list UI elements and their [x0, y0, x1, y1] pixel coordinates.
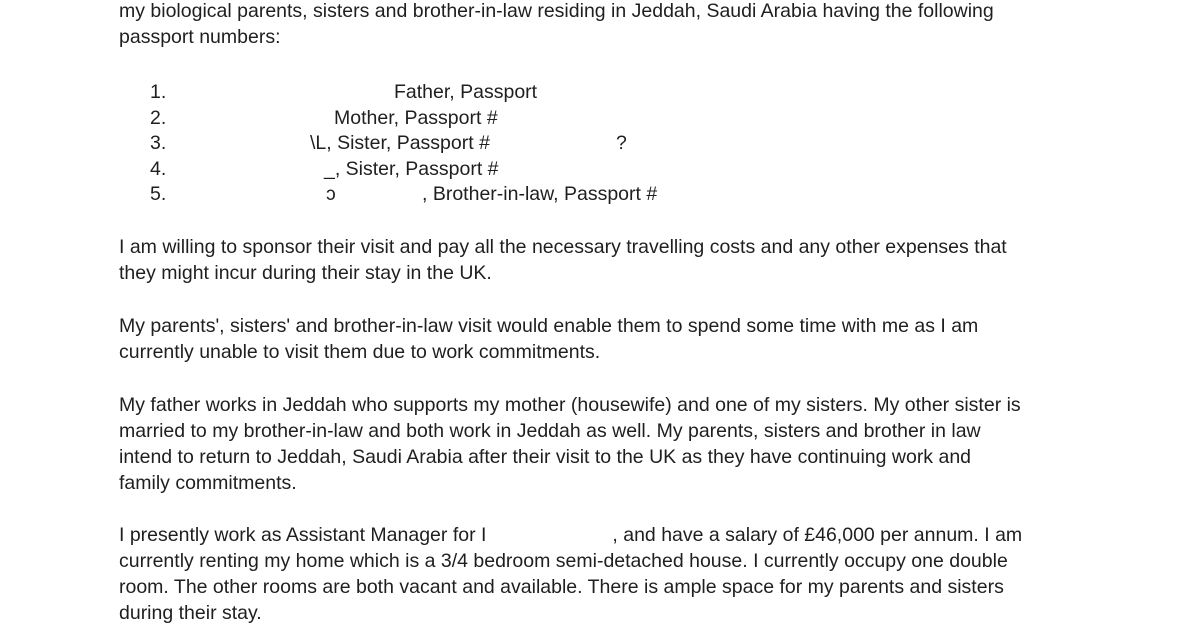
- list-item-text: Mother, Passport #: [334, 106, 498, 129]
- list-number: 2.: [150, 106, 167, 129]
- employment-text-start: I presently work as Assistant Manager for I: [119, 524, 487, 546]
- paragraph-line: room. The other rooms are both vacant and available. There is ample space for my parents and sisters: [119, 576, 1004, 598]
- list-item-text-head: ɔ: [326, 183, 336, 205]
- list-item: [150, 79, 850, 105]
- list-number: 5.: [150, 183, 167, 205]
- list-number: 1.: [150, 81, 167, 103]
- paragraph-line: My parents', sisters' and brother-in-law visit would enable them to spend some time with me as I am: [119, 315, 979, 337]
- paragraph-line: married to my brother-in-law and both work in Jeddah as well. My parents, sisters and brother in law: [119, 420, 981, 442]
- intro-line-2: passport numbers:: [119, 26, 281, 48]
- paragraph-line: currently renting my home which is a 3/4 bedroom semi-detached house. I currently occupy one double: [119, 550, 1008, 572]
- intro-paragraph: [119, 0, 1119, 50]
- paragraph-line: during their stay.: [119, 602, 262, 624]
- paragraph-line: intend to return to Jeddah, Saudi Arabia after their visit to the UK as they have continuing work and: [119, 446, 972, 468]
- sponsor-paragraph: [119, 234, 1119, 286]
- list-item: [150, 181, 850, 207]
- paragraph-line: they might incur during their stay in the UK.: [119, 262, 492, 284]
- paragraph-line-first: [119, 522, 1119, 548]
- employment-paragraph: [119, 522, 1119, 626]
- list-number: 4.: [150, 157, 167, 180]
- intro-line-1: my biological parents, sisters and brother-in-law residing in Jeddah, Saudi Arabia having the following: [119, 0, 994, 22]
- list-item-text: \L, Sister, Passport #: [310, 132, 490, 154]
- family-paragraph: [119, 392, 1119, 496]
- paragraph-line: My father works in Jeddah who supports my mother (housewife) and one of my sisters. My other sister is: [119, 394, 1021, 416]
- passport-list: [150, 79, 850, 207]
- list-item-text: Father, Passport: [394, 81, 538, 103]
- employment-text-end: , and have a salary of £46,000 per annum. I am: [612, 524, 1023, 546]
- list-item-text-tail: ?: [616, 132, 627, 154]
- paragraph-line: family commitments.: [119, 472, 297, 494]
- paragraph-line: I am willing to sponsor their visit and pay all the necessary travelling costs and any other expenses that: [119, 236, 1007, 258]
- list-number: 3.: [150, 132, 167, 154]
- list-item-text: , Brother-in-law, Passport #: [422, 183, 658, 205]
- visit-reason-paragraph: [119, 313, 1119, 365]
- list-item: [150, 156, 850, 182]
- paragraph-line: currently unable to visit them due to work commitments.: [119, 341, 601, 363]
- redacted-employer: [486, 526, 612, 546]
- list-item: [150, 105, 850, 131]
- list-item-text: _, Sister, Passport #: [324, 157, 499, 180]
- list-item: [150, 130, 850, 156]
